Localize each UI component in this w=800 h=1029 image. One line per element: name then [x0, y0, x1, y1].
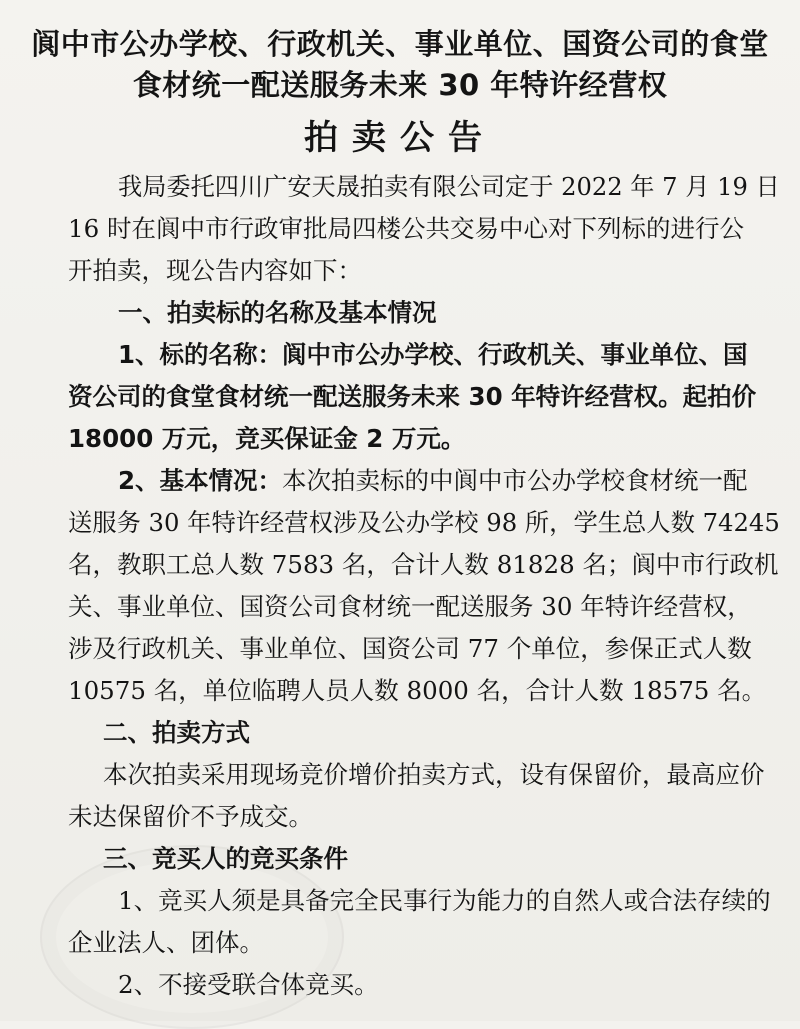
section1-item1-line-3: 18000 万元，竞买保证金 2 万元。 [68, 424, 466, 453]
section1-item2-first-text: 本次拍卖标的中阆中市公办学校食材统一配 [282, 466, 748, 495]
section1-item1-line-1: 1、标的名称：阆中市公办学校、行政机关、事业单位、国 [118, 340, 748, 369]
title-line-1: 阆中市公办学校、行政机关、事业单位、国资公司的食堂 [31, 27, 769, 61]
section2-title: 二、拍卖方式 [103, 718, 250, 747]
section1-item2-line-5: 涉及行政机关、事业单位、国资公司 77 个单位，参保正式人数 [68, 634, 752, 663]
section1-item2-line-6: 10575 名，单位临聘人员人数 8000 名，合计人数 18575 名。 [68, 676, 767, 705]
section3-title: 三、竞买人的竞买条件 [103, 844, 348, 873]
intro-line-1: 我局委托四川广安天晟拍卖有限公司定于 2022 年 7 月 19 日 [118, 173, 780, 201]
section2-line-1: 本次拍卖采用现场竞价增价拍卖方式，设有保留价，最高应价 [103, 760, 765, 789]
section1-item1-line-2: 资公司的食堂食材统一配送服务未来 30 年特许经营权。起拍价 [68, 382, 757, 411]
section1-item2-line-4: 关、事业单位、国资公司食材统一配送服务 30 年特许经营权， [68, 592, 752, 621]
section3-item1-line-2: 企业法人、团体。 [68, 928, 264, 957]
section1-item2-line-2: 送服务 30 年特许经营权涉及公办学校 98 所，学生总人数 74245 [68, 508, 780, 537]
section3-item2: 2、不接受联合体竞买。 [118, 970, 379, 999]
section1-item2-label: 2、基本情况： [118, 466, 283, 495]
notice-heading: 拍卖公告 [304, 118, 496, 158]
section3-item1-line-1: 1、竞买人须是具备完全民事行为能力的自然人或合法存续的 [118, 886, 771, 915]
section1-item2-line-3: 名，教职工总人数 7583 名，合计人数 81828 名；阆中市行政机 [68, 550, 779, 579]
intro-line-2: 16 时在阆中市行政审批局四楼公共交易中心对下列标的进行公 [68, 214, 744, 243]
section2-line-2: 未达保留价不予成交。 [68, 802, 313, 831]
title-line-2: 食材统一配送服务未来 30 年特许经营权 [132, 68, 668, 102]
section1-item2-line-1 [118, 466, 748, 496]
intro-line-3: 开拍卖，现公告内容如下： [68, 256, 362, 285]
section1-title: 一、拍卖标的名称及基本情况 [118, 298, 437, 327]
